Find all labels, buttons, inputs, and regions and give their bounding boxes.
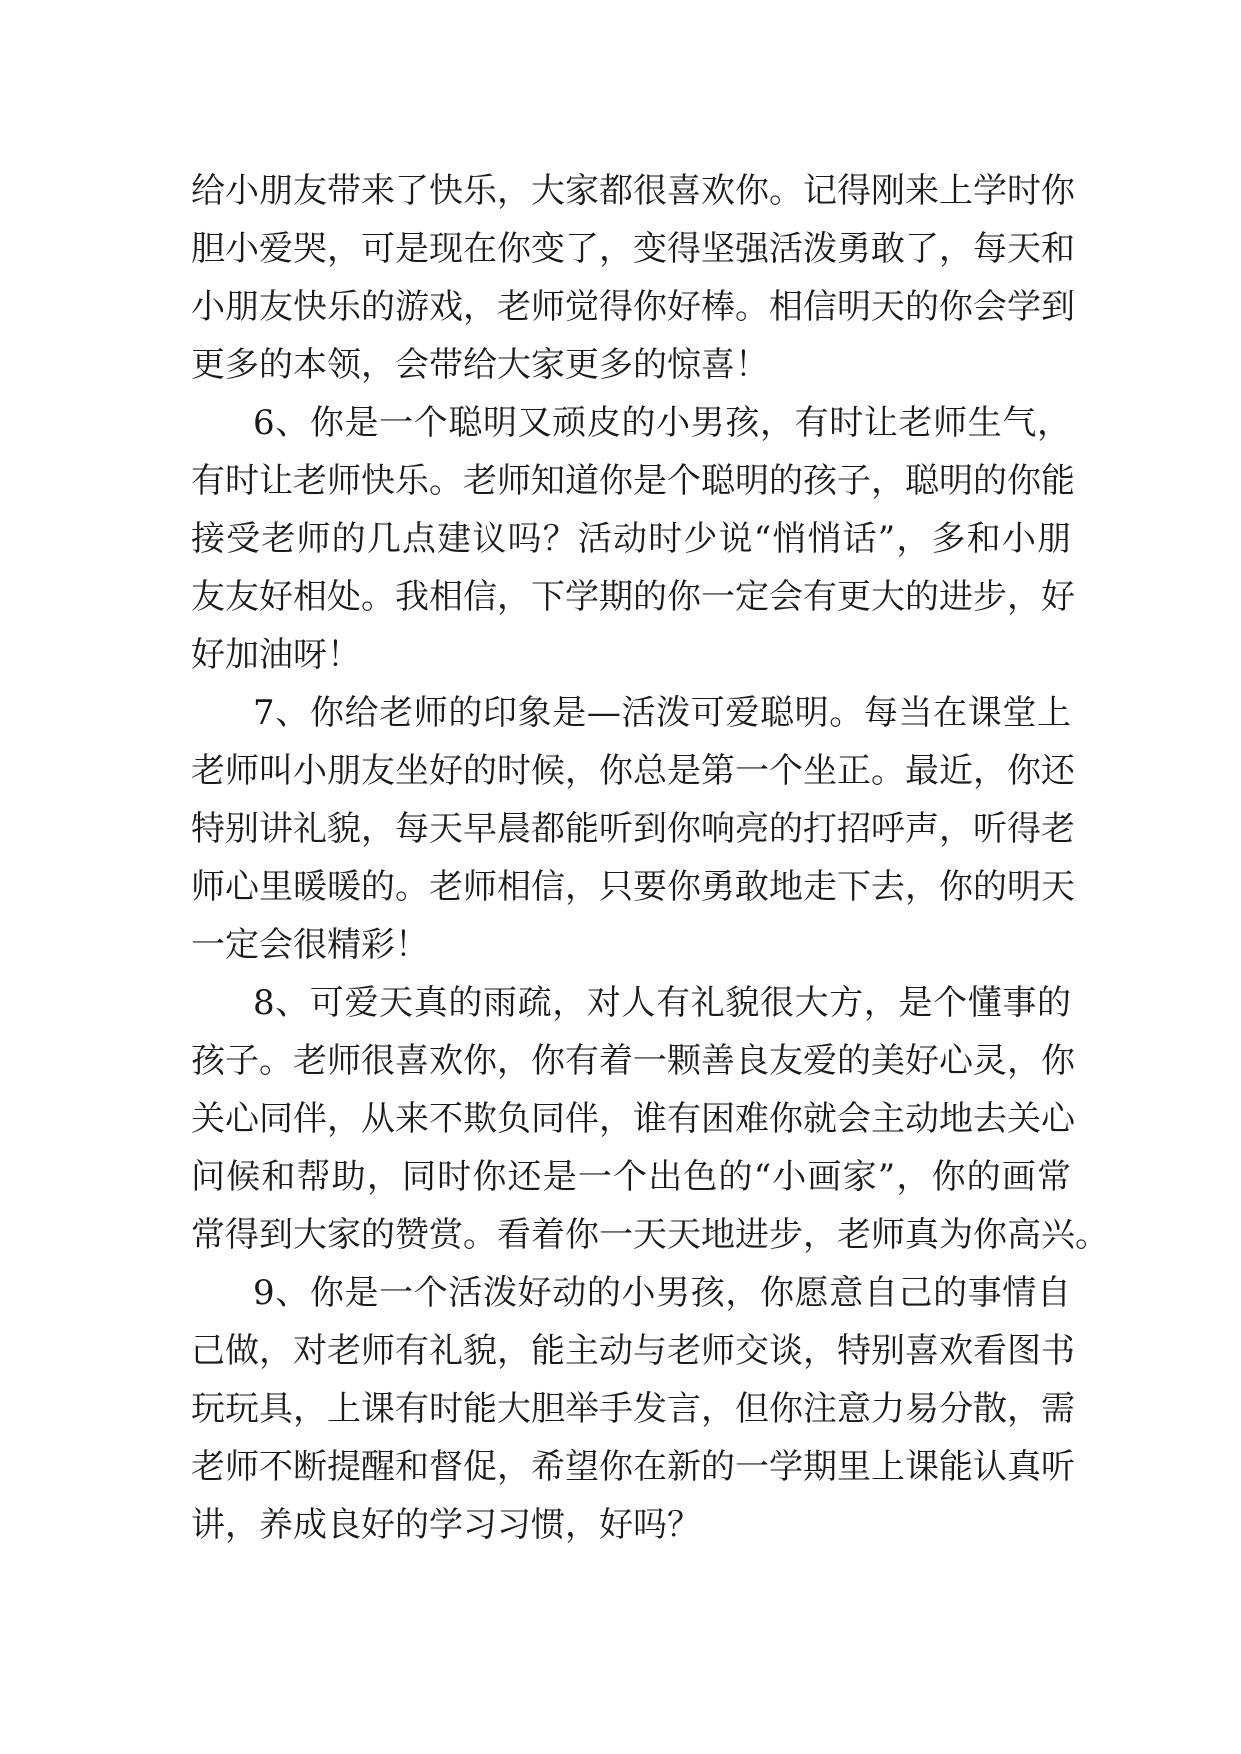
text-line: 好加油呀！ xyxy=(191,635,361,675)
text-line: 接受老师的几点建议吗？活动时少说“悄悄话”，多和小朋 xyxy=(191,519,1071,559)
text-line: 给小朋友带来了快乐，大家都很喜欢你。记得刚来上学时你 xyxy=(191,171,1075,211)
text-line: 常得到大家的赞赏。看着你一天天地进步，老师真为你高兴。 xyxy=(191,1215,1109,1255)
text-line: 老师不断提醒和督促，希望你在新的一学期里上课能认真听 xyxy=(191,1447,1075,1487)
paragraph-7-first-line: 7、你给老师的印象是—活泼可爱聪明。每当在课堂上 xyxy=(253,693,1071,733)
text-line: 问候和帮助，同时你还是一个出色的“小画家”，你的画常 xyxy=(191,1157,1071,1197)
text-line: 友友好相处。我相信，下学期的你一定会有更大的进步，好 xyxy=(191,577,1075,617)
text-line: 胆小爱哭，可是现在你变了，变得坚强活泼勇敢了，每天和 xyxy=(191,229,1075,269)
paragraph-8-first-line: 8、可爱天真的雨疏，对人有礼貌很大方，是个懂事的 xyxy=(253,983,1071,1023)
text-line: 讲，养成良好的学习习惯，好吗？ xyxy=(191,1505,701,1545)
text-line: 老师叫小朋友坐好的时候，你总是第一个坐正。最近，你还 xyxy=(191,751,1075,791)
text-line: 特别讲礼貌，每天早晨都能听到你响亮的打招呼声，听得老 xyxy=(191,809,1075,849)
text-line: 玩玩具，上课有时能大胆举手发言，但你注意力易分散，需 xyxy=(191,1389,1075,1429)
text-line: 一定会很精彩！ xyxy=(191,925,429,965)
paragraph-9-first-line: 9、你是一个活泼好动的小男孩，你愿意自己的事情自 xyxy=(253,1273,1071,1313)
text-line: 师心里暖暖的。老师相信，只要你勇敢地走下去，你的明天 xyxy=(191,867,1075,907)
text-line: 己做，对老师有礼貌，能主动与老师交谈，特别喜欢看图书 xyxy=(191,1331,1075,1371)
text-line: 有时让老师快乐。老师知道你是个聪明的孩子，聪明的你能 xyxy=(191,461,1075,501)
text-line: 更多的本领，会带给大家更多的惊喜！ xyxy=(191,345,769,385)
text-line: 关心同伴，从来不欺负同伴，谁有困难你就会主动地去关心 xyxy=(191,1099,1075,1139)
paragraph-6-first-line: 6、你是一个聪明又顽皮的小男孩，有时让老师生气， xyxy=(253,403,1071,443)
text-line: 孩子。老师很喜欢你，你有着一颗善良友爱的美好心灵，你 xyxy=(191,1041,1075,1081)
text-line: 小朋友快乐的游戏，老师觉得你好棒。相信明天的你会学到 xyxy=(191,287,1075,327)
document-body xyxy=(191,162,1109,1554)
